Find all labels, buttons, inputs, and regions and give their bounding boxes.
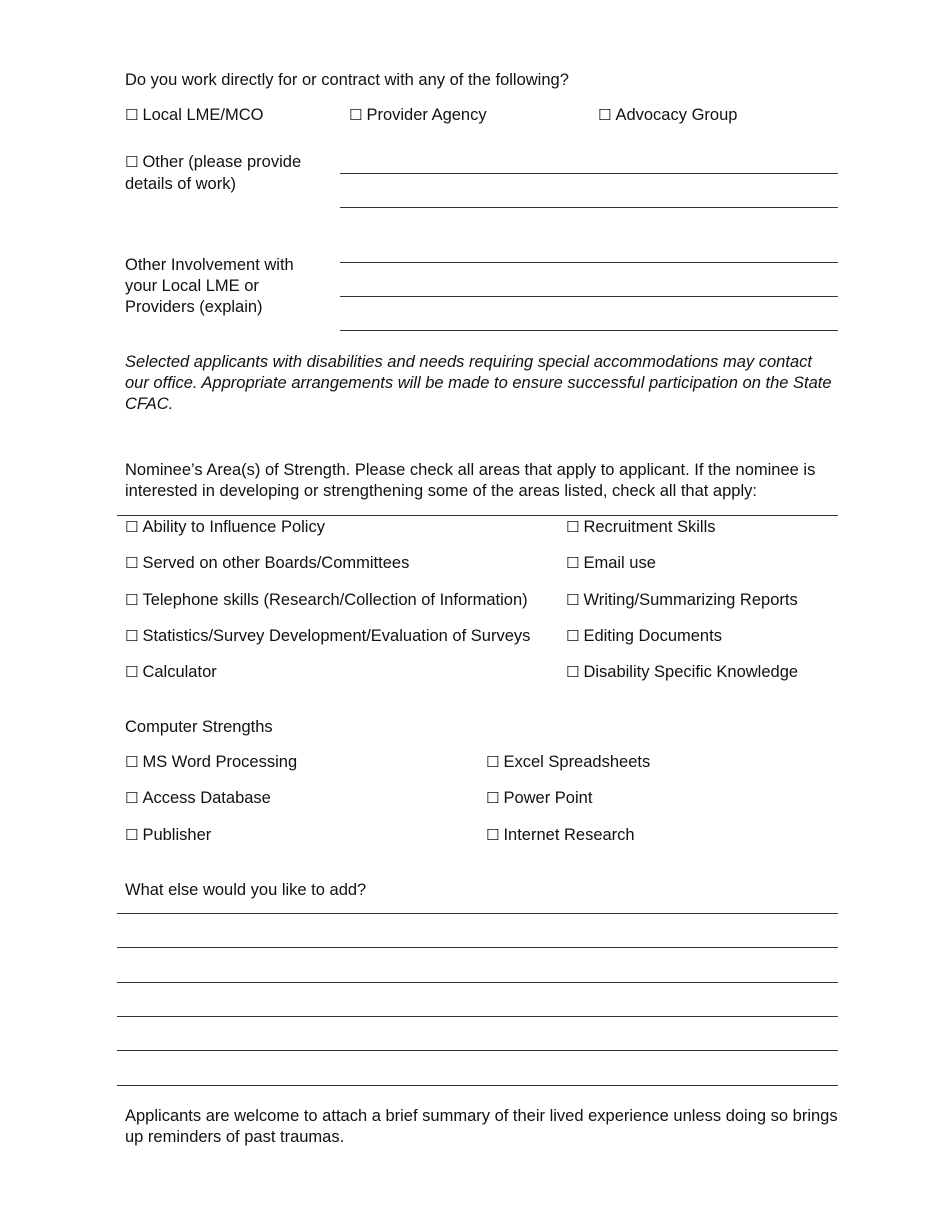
checkbox-icon[interactable]: ☐ [125, 789, 139, 807]
strength-item[interactable] [125, 626, 530, 647]
strength-label: Calculator [142, 663, 217, 681]
strengths-intro: Nominee’s Area(s) of Strength. Please check all areas that apply to applicant. If the nominee is interested in developing or strengthening some of the areas listed, check all that apply: [125, 461, 816, 500]
involvement-line-2[interactable] [340, 296, 838, 297]
strength-item[interactable] [125, 590, 528, 611]
strength-label: Editing Documents [583, 627, 722, 645]
answer-line-3[interactable] [117, 982, 838, 983]
strength-label: Statistics/Survey Development/Evaluation of Surveys [142, 627, 531, 645]
strengths-divider [117, 515, 838, 516]
checkbox-icon[interactable]: ☐ [125, 518, 139, 536]
other-details-line-1[interactable] [340, 173, 838, 174]
computer-label: Access Database [142, 789, 271, 807]
strength-label: Ability to Influence Policy [142, 518, 325, 536]
strength-label: Disability Specific Knowledge [583, 663, 799, 681]
checkbox-icon[interactable]: ☐ [486, 753, 500, 771]
computer-label: MS Word Processing [142, 753, 298, 771]
option-label: Local LME/MCO [142, 106, 264, 124]
option-other-label: Other (please provide [142, 153, 302, 171]
strength-item[interactable] [566, 553, 656, 574]
checkbox-icon[interactable]: ☐ [125, 753, 139, 771]
checkbox-icon[interactable]: ☐ [566, 518, 580, 536]
computer-item[interactable] [486, 752, 650, 773]
accommodation-notice: Selected applicants with disabilities and needs requiring special accommodations may contact our office. Appropriate arrangements will be made to ensure successful participation on the State CFAC. [125, 353, 832, 413]
strength-item[interactable] [125, 662, 217, 683]
answer-line-1[interactable] [117, 913, 838, 914]
checkbox-icon[interactable]: ☐ [125, 554, 139, 572]
other-details-line-2[interactable] [340, 207, 838, 208]
checkbox-icon[interactable]: ☐ [486, 789, 500, 807]
add-question: What else would you like to add? [125, 881, 367, 899]
strength-item[interactable] [566, 626, 722, 647]
checkbox-icon[interactable]: ☐ [125, 826, 139, 844]
checkbox-icon[interactable]: ☐ [566, 663, 580, 681]
answer-line-2[interactable] [117, 947, 838, 948]
checkbox-icon[interactable]: ☐ [125, 106, 139, 124]
option-other[interactable] [125, 152, 301, 173]
strength-label: Writing/Summarizing Reports [583, 591, 798, 609]
strength-label: Served on other Boards/Committees [142, 554, 410, 572]
answer-line-6[interactable] [117, 1085, 838, 1086]
other-involvement-label-1: Other Involvement with [125, 256, 294, 274]
involvement-line-3[interactable] [340, 330, 838, 331]
checkbox-icon[interactable]: ☐ [566, 627, 580, 645]
checkbox-icon[interactable]: ☐ [598, 106, 612, 124]
strength-item[interactable] [125, 517, 325, 538]
computer-label: Internet Research [503, 826, 635, 844]
strength-label: Recruitment Skills [583, 518, 716, 536]
computer-strengths-heading: Computer Strengths [125, 718, 273, 736]
computer-label: Power Point [503, 789, 593, 807]
answer-line-5[interactable] [117, 1050, 838, 1051]
strength-item[interactable] [566, 517, 716, 538]
strength-label: Telephone skills (Research/Collection of Information) [142, 591, 528, 609]
work-question: Do you work directly for or contract with any of the following? [125, 71, 569, 89]
involvement-line-1[interactable] [340, 262, 838, 263]
option-provider-agency[interactable] [349, 105, 487, 126]
option-local-lme-mco[interactable] [125, 105, 264, 126]
option-other-label-cont: details of work) [125, 175, 236, 193]
computer-item[interactable] [486, 825, 635, 846]
checkbox-icon[interactable]: ☐ [125, 153, 139, 171]
computer-label: Excel Spreadsheets [503, 753, 651, 771]
option-label: Provider Agency [366, 106, 487, 124]
strength-label: Email use [583, 554, 656, 572]
checkbox-icon[interactable]: ☐ [125, 627, 139, 645]
strength-item[interactable] [566, 662, 798, 683]
other-involvement-label-3: Providers (explain) [125, 298, 263, 316]
checkbox-icon[interactable]: ☐ [566, 554, 580, 572]
strength-item[interactable] [125, 553, 409, 574]
checkbox-icon[interactable]: ☐ [349, 106, 363, 124]
option-label: Advocacy Group [615, 106, 738, 124]
computer-item[interactable] [486, 788, 592, 809]
computer-item[interactable] [125, 825, 211, 846]
computer-item[interactable] [125, 752, 297, 773]
answer-line-4[interactable] [117, 1016, 838, 1017]
other-involvement-label-2: your Local LME or [125, 277, 259, 295]
option-advocacy-group[interactable] [598, 105, 737, 126]
checkbox-icon[interactable]: ☐ [566, 591, 580, 609]
checkbox-icon[interactable]: ☐ [125, 663, 139, 681]
strength-item[interactable] [566, 590, 798, 611]
computer-label: Publisher [142, 826, 212, 844]
checkbox-icon[interactable]: ☐ [125, 591, 139, 609]
computer-item[interactable] [125, 788, 271, 809]
checkbox-icon[interactable]: ☐ [486, 826, 500, 844]
closing-note: Applicants are welcome to attach a brief summary of their lived experience unless doing so brings up reminders of past traumas. [125, 1107, 838, 1146]
